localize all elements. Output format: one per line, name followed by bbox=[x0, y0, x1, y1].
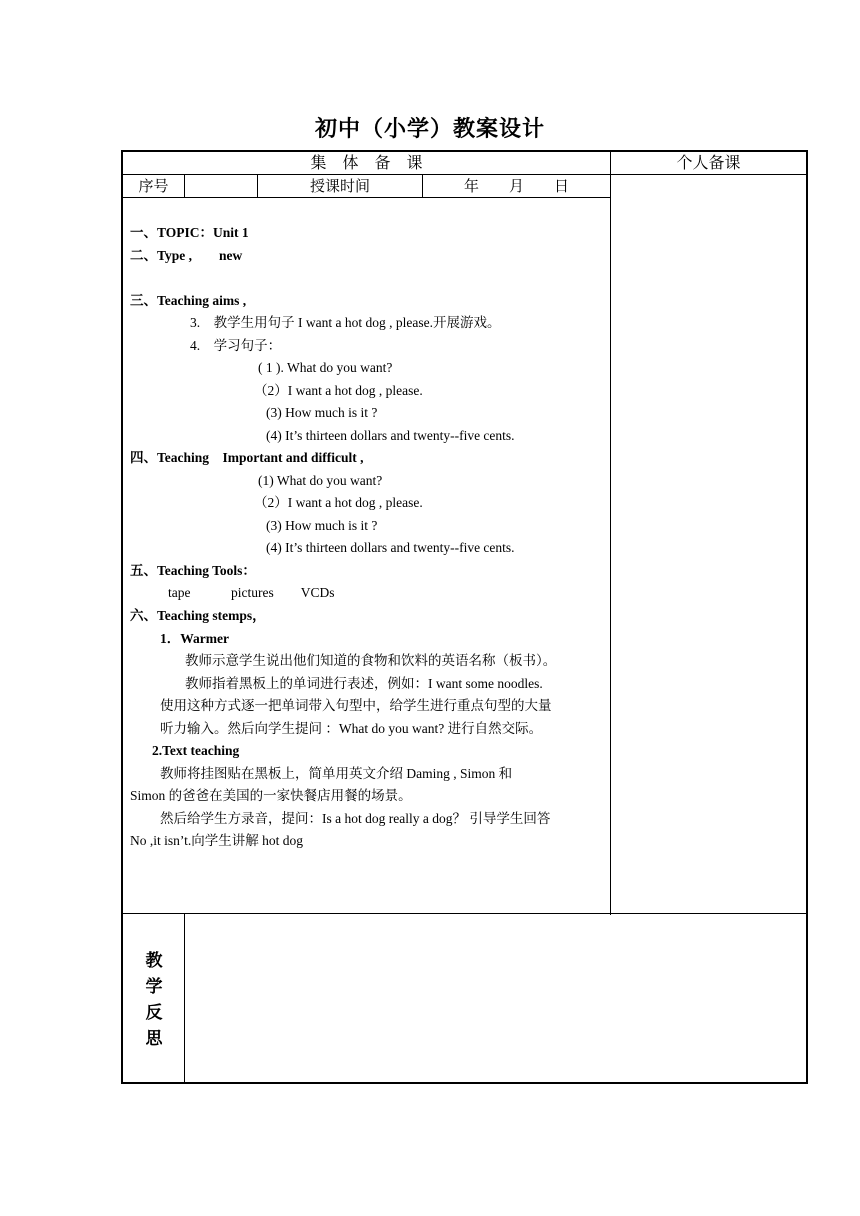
topic-line: 一、TOPIC：Unit 1 bbox=[130, 225, 249, 240]
aim-sentence: (3) How much is it ? bbox=[266, 405, 378, 420]
aim-item: 4. 学习句子： bbox=[190, 338, 282, 353]
important-heading: 四、Teaching Important and difficult , bbox=[130, 450, 364, 465]
time-label: 授课时间 bbox=[309, 177, 370, 195]
reflection-label-char: 学 bbox=[145, 977, 163, 997]
step1-heading: 1．Warmer bbox=[160, 631, 229, 646]
aim-item: 3. 教学生用句子 I want a hot dog , please.开展游戏。 bbox=[190, 315, 501, 330]
personal-prep-header: 个人备课 bbox=[676, 153, 741, 172]
important-sentence: (4) It’s thirteen dollars and twenty--five cents. bbox=[266, 540, 515, 555]
aims-heading: 三、Teaching aims , bbox=[130, 293, 247, 308]
step1-line: 教师指着黑板上的单词进行表述，例如：I want some noodles. bbox=[185, 676, 543, 691]
tools-list: tape pictures VCDs bbox=[168, 585, 335, 600]
reflection-label-char: 反 bbox=[145, 1003, 163, 1023]
step1-line: 使用这种方式逐一把单词带入句型中，给学生进行重点句型的大量 bbox=[160, 698, 552, 713]
reflection-label-char: 教 bbox=[145, 951, 163, 971]
aim-sentence: （2）I want a hot dog , please. bbox=[254, 383, 423, 398]
important-sentence: （2）I want a hot dog , please. bbox=[254, 495, 423, 510]
step2-line: 然后给学生方录音，提问：Is a hot dog really a dog？ 引导学生回答 bbox=[160, 811, 551, 826]
step1-line: 听力输入。然后向学生提问 ：What do you want? 进行自然交际。 bbox=[160, 721, 543, 736]
reflection-label bbox=[124, 948, 184, 1052]
serial-label: 序号 bbox=[138, 177, 169, 195]
steps-heading: 六、Teaching stemps， bbox=[130, 608, 266, 623]
step2-heading: 2.Text teaching bbox=[152, 743, 240, 758]
date-label: 年 月 日 bbox=[463, 177, 569, 195]
step2-line: Simon 的爸爸在美国的一家快餐店用餐的场景。 bbox=[130, 788, 412, 803]
page-title: 初中（小学）教案设计 bbox=[314, 117, 545, 142]
aim-sentence: (4) It’s thirteen dollars and twenty--five cents. bbox=[266, 428, 515, 443]
important-sentence: (1) What do you want? bbox=[258, 473, 383, 488]
aim-sentence: ( 1 ). What do you want? bbox=[258, 360, 393, 375]
step2-line: 教师将挂图贴在黑板上，简单用英文介绍 Daming , Simon 和 bbox=[160, 766, 513, 781]
group-prep-header: 集 体 备 课 bbox=[310, 153, 423, 172]
serial-value bbox=[185, 176, 257, 197]
reflection-label-char: 思 bbox=[145, 1029, 163, 1049]
reflection-content[interactable] bbox=[186, 916, 804, 1080]
step1-line: 教师示意学生说出他们知道的食物和饮料的英语名称（板书）。 bbox=[185, 653, 557, 668]
important-sentence: (3) How much is it ? bbox=[266, 518, 378, 533]
step2-line: No ,it isn’t.向学生讲解 hot dog bbox=[130, 833, 304, 848]
type-line: 二、Type , new bbox=[130, 248, 243, 263]
tools-heading: 五、Teaching Tools： bbox=[130, 563, 256, 578]
